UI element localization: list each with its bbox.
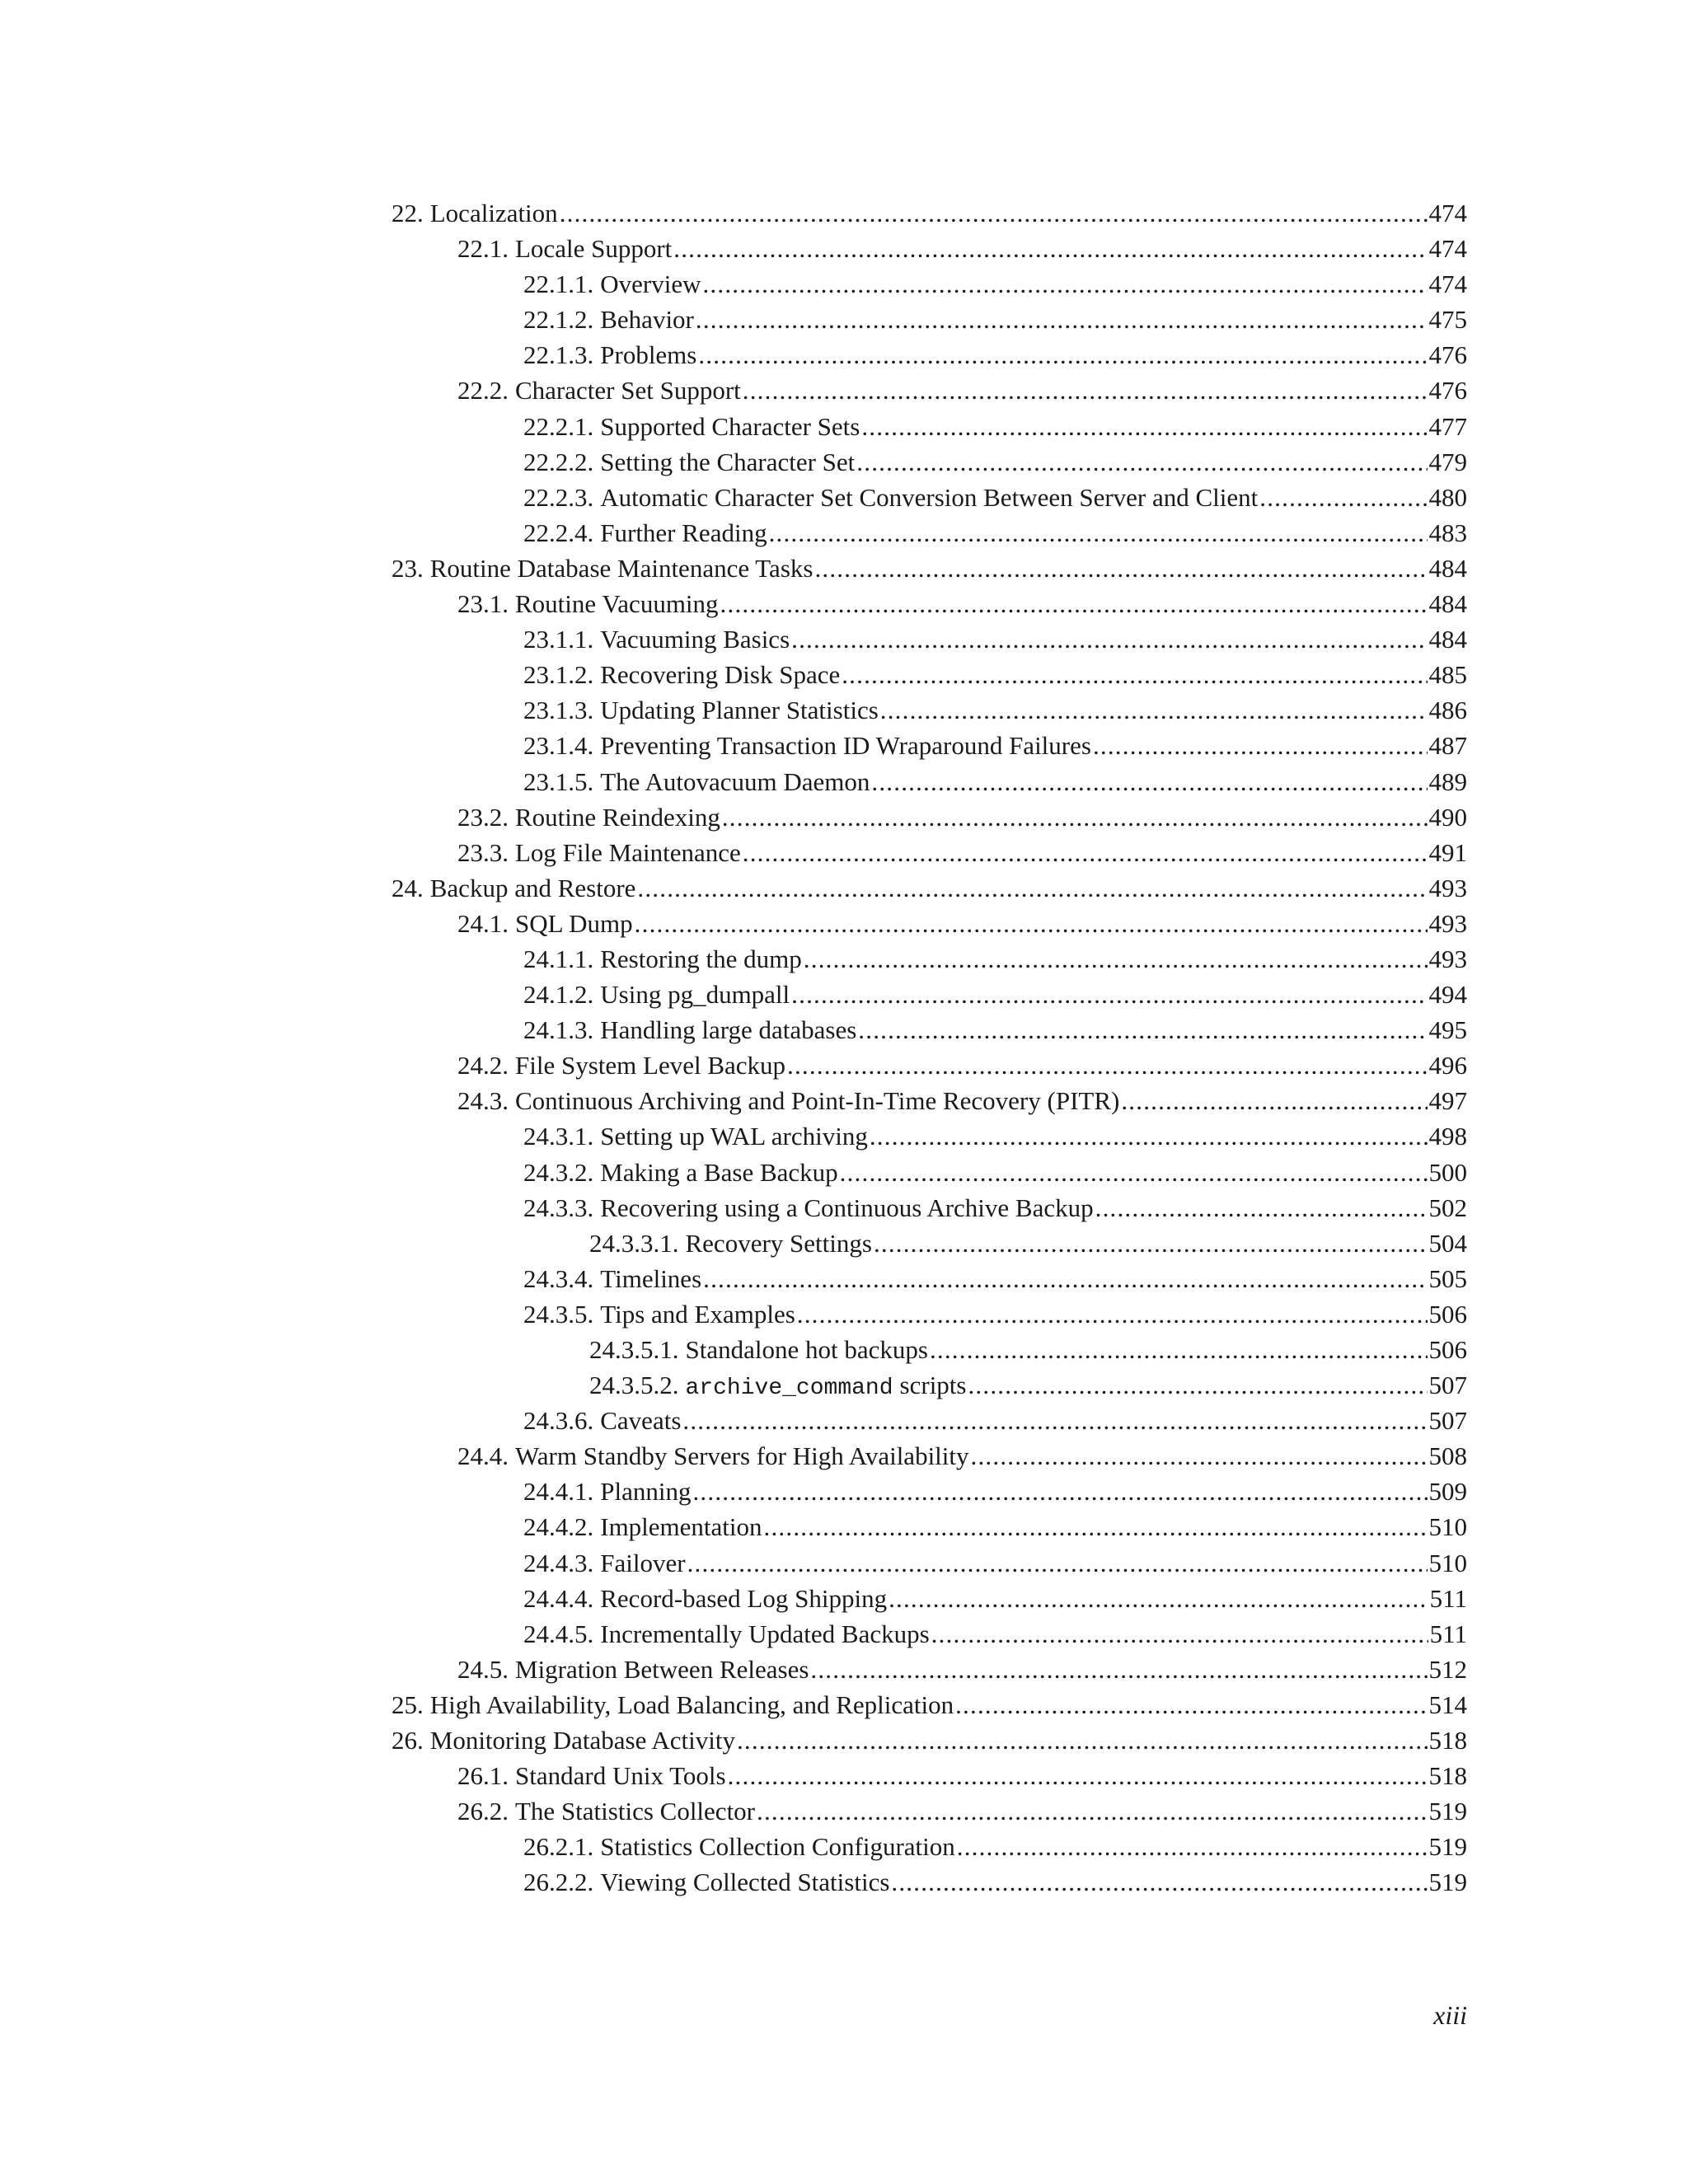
toc-dot-leader — [858, 1012, 1427, 1047]
toc-entry[interactable] — [392, 1509, 1467, 1544]
toc-entry[interactable] — [392, 1474, 1467, 1509]
toc-entry-number: 26.2.2. — [523, 1868, 594, 1897]
toc-entry-number: 26.2. — [457, 1797, 509, 1826]
toc-entry-page: 476 — [1428, 340, 1467, 370]
toc-dot-leader — [880, 692, 1428, 728]
toc-entry-page: 497 — [1428, 1086, 1467, 1116]
toc-dot-leader — [720, 586, 1428, 621]
toc-entry-number: 24.3.1. — [523, 1122, 594, 1151]
toc-dot-leader — [971, 1438, 1428, 1474]
toc-entry-page: 483 — [1428, 518, 1467, 547]
toc-entry[interactable] — [392, 657, 1467, 692]
toc-entry[interactable] — [392, 1545, 1467, 1581]
toc-dot-leader — [791, 977, 1427, 1012]
toc-entry[interactable] — [392, 409, 1467, 444]
toc-entry-page: 484 — [1428, 589, 1467, 619]
toc-entry-title: Recovery Settings — [685, 1228, 872, 1258]
toc-dot-leader — [743, 373, 1428, 408]
toc-entry-title: Caveats — [600, 1406, 682, 1436]
toc-entry-number: 24.4.4. — [523, 1583, 594, 1613]
toc-entry-number: 24.3.6. — [523, 1406, 594, 1436]
toc-entry-title: Making a Base Backup — [600, 1157, 838, 1187]
toc-entry-number: 22.2.2. — [523, 447, 594, 476]
toc-entry-title: scripts — [899, 1371, 967, 1400]
toc-dot-leader — [703, 1261, 1427, 1296]
toc-entry-code: archive_command — [685, 1376, 893, 1402]
toc-entry-page: 512 — [1428, 1654, 1467, 1684]
toc-entry-number: 26.1. — [457, 1761, 509, 1791]
toc-entry-number: 23.2. — [457, 802, 509, 832]
toc-entry-title: Behavior — [600, 305, 694, 335]
toc-entry-number: 23. — [392, 553, 424, 583]
toc-entry-page: 480 — [1428, 482, 1467, 512]
toc-entry[interactable] — [392, 1616, 1467, 1652]
toc-entry[interactable] — [392, 1332, 1467, 1367]
toc-entry-number: 24.3.3. — [523, 1193, 594, 1222]
toc-entry[interactable] — [392, 1793, 1467, 1829]
toc-entry-title: Tips and Examples — [600, 1299, 795, 1329]
toc-entry-title: Restoring the dump — [600, 944, 802, 973]
toc-entry-page: 498 — [1428, 1122, 1467, 1151]
toc-dot-leader — [692, 1474, 1427, 1509]
toc-entry-number: 22.2.4. — [523, 518, 594, 547]
toc-entry-page: 477 — [1428, 411, 1467, 441]
toc-entry-title: Incrementally Updated Backups — [600, 1619, 930, 1648]
toc-entry-number: 26. — [392, 1726, 424, 1755]
toc-dot-leader — [787, 1047, 1427, 1083]
toc-entry-number: 24.4.2. — [523, 1512, 594, 1542]
toc-entry-number: 22.1.2. — [523, 305, 594, 335]
toc-entry-page: 485 — [1428, 660, 1467, 690]
toc-entry[interactable] — [392, 692, 1467, 728]
toc-dot-leader — [930, 1332, 1428, 1367]
toc-entry[interactable] — [392, 621, 1467, 657]
toc-entry-page: 486 — [1428, 696, 1467, 725]
toc-entry-page: 510 — [1428, 1512, 1467, 1542]
toc-entry-title: Planning — [600, 1477, 692, 1507]
toc-entry-title: Monitoring Database Activity — [429, 1726, 735, 1755]
toc-entry-title: Backup and Restore — [429, 873, 636, 902]
toc-entry-title: The Autovacuum Daemon — [600, 766, 870, 796]
toc-dot-leader — [673, 231, 1427, 266]
toc-entry-page: 489 — [1428, 766, 1467, 796]
toc-entry-page: 510 — [1428, 1548, 1467, 1577]
toc-dot-leader — [840, 1155, 1428, 1190]
toc-entry-number: 26.2.1. — [523, 1832, 594, 1862]
toc-entry-number: 23.1.3. — [523, 696, 594, 725]
table-of-contents — [392, 195, 1467, 1900]
toc-entry[interactable] — [392, 1155, 1467, 1190]
toc-entry-title: Using pg_dumpall — [600, 980, 790, 1010]
toc-entry-number: 24.3.5.1. — [589, 1335, 679, 1364]
toc-entry[interactable] — [392, 1687, 1467, 1722]
toc-dot-leader — [737, 1722, 1428, 1758]
toc-entry-title: Localization — [429, 199, 558, 227]
toc-entry-page: 511 — [1429, 1583, 1467, 1613]
toc-entry-number: 24.5. — [457, 1654, 509, 1684]
toc-entry[interactable] — [392, 480, 1467, 515]
toc-entry-page: 476 — [1428, 376, 1467, 405]
toc-entry-title: File System Level Backup — [515, 1051, 786, 1080]
toc-entry-page: 507 — [1428, 1371, 1467, 1400]
toc-entry-number: 24.3. — [457, 1086, 509, 1116]
toc-entry[interactable] — [392, 515, 1467, 551]
toc-dot-leader — [1095, 1190, 1428, 1226]
toc-entry[interactable] — [392, 1652, 1467, 1687]
toc-entry-title: High Availability, Load Balancing, and Replication — [429, 1690, 954, 1719]
toc-entry-page: 518 — [1428, 1761, 1467, 1791]
toc-dot-leader — [1121, 1083, 1427, 1118]
toc-entry-number: 25. — [392, 1690, 424, 1719]
toc-entry-title: Implementation — [600, 1512, 762, 1542]
toc-entry-page: 508 — [1428, 1441, 1467, 1471]
toc-entry[interactable] — [392, 1296, 1467, 1332]
toc-dot-leader — [814, 551, 1427, 586]
toc-entry[interactable] — [392, 302, 1467, 337]
toc-dot-leader — [728, 1758, 1428, 1793]
toc-dot-leader — [682, 1403, 1427, 1438]
toc-dot-leader — [874, 1226, 1428, 1261]
toc-entry-number: 23.1.5. — [523, 766, 594, 796]
toc-entry-title: Timelines — [600, 1263, 702, 1293]
toc-entry-page: 493 — [1428, 873, 1467, 902]
toc-entry[interactable] — [392, 1403, 1467, 1438]
toc-entry-number: 22.2.3. — [523, 482, 594, 512]
toc-entry-title: Standard Unix Tools — [515, 1761, 726, 1791]
toc-entry[interactable] — [392, 941, 1467, 977]
toc-dot-leader — [810, 1652, 1427, 1687]
toc-entry[interactable] — [392, 799, 1467, 835]
toc-entry[interactable] — [392, 551, 1467, 586]
toc-entry-number: 24.1.1. — [523, 944, 594, 973]
toc-entry-page: 494 — [1428, 980, 1467, 1010]
toc-entry-page: 519 — [1428, 1797, 1467, 1826]
toc-entry-number: 24.3.5. — [523, 1299, 594, 1329]
toc-entry-title: Automatic Character Set Conversion Between Server and Client — [600, 482, 1259, 512]
page-number: xiii — [1433, 2000, 1467, 2030]
toc-entry-number: 22.2. — [457, 376, 509, 405]
toc-entry-page: 506 — [1428, 1335, 1467, 1364]
toc-entry[interactable] — [392, 1118, 1467, 1154]
toc-entry-number: 24.4. — [457, 1441, 509, 1471]
toc-entry-number: 23.1.1. — [523, 625, 594, 654]
toc-entry-page: 474 — [1428, 234, 1467, 264]
toc-entry[interactable] — [392, 1047, 1467, 1083]
toc-entry[interactable] — [392, 586, 1467, 621]
toc-entry-title: Warm Standby Servers for High Availability — [515, 1441, 969, 1471]
toc-entry-page: 519 — [1428, 1832, 1467, 1862]
toc-entry[interactable] — [392, 1581, 1467, 1616]
toc-entry-number: 22.1.1. — [523, 269, 594, 299]
toc-dot-leader — [702, 266, 1427, 302]
toc-dot-leader — [722, 799, 1428, 835]
toc-entry[interactable] — [392, 1758, 1467, 1793]
toc-entry-title: Character Set Support — [515, 376, 741, 405]
toc-dot-leader — [1093, 728, 1428, 763]
toc-dot-leader — [698, 337, 1427, 373]
toc-entry-page: 490 — [1428, 802, 1467, 832]
toc-entry-page: 518 — [1428, 1726, 1467, 1755]
toc-entry-number: 24.3.3.1. — [589, 1228, 679, 1258]
toc-dot-leader — [891, 1864, 1427, 1900]
toc-entry-page: 475 — [1428, 305, 1467, 335]
toc-entry-title: Updating Planner Statistics — [600, 696, 879, 725]
toc-entry-title: Routine Reindexing — [515, 802, 720, 832]
toc-entry[interactable] — [392, 1012, 1467, 1047]
toc-entry-number: 23.1. — [457, 589, 509, 619]
toc-entry[interactable] — [392, 1438, 1467, 1474]
toc-entry-number: 23.1.2. — [523, 660, 594, 690]
toc-dot-leader — [791, 621, 1427, 657]
toc-entry-page: 496 — [1428, 1051, 1467, 1080]
toc-dot-leader — [757, 1793, 1427, 1829]
toc-entry-title: Supported Character Sets — [600, 411, 860, 441]
toc-entry[interactable] — [392, 1864, 1467, 1900]
toc-entry-page: 504 — [1428, 1228, 1467, 1258]
toc-dot-leader — [889, 1581, 1428, 1616]
toc-entry-title: Routine Database Maintenance Tasks — [429, 553, 814, 583]
toc-entry-title: Failover — [600, 1548, 686, 1577]
toc-entry-title: Further Reading — [600, 518, 767, 547]
toc-entry-number: 22.1.3. — [523, 340, 594, 370]
toc-entry-title: Record-based Log Shipping — [600, 1583, 888, 1613]
toc-dot-leader — [635, 906, 1428, 941]
toc-entry-page: 493 — [1428, 908, 1467, 938]
toc-entry-page: 474 — [1428, 269, 1467, 299]
toc-entry-number: 24.1. — [457, 908, 509, 938]
toc-entry[interactable] — [392, 1829, 1467, 1864]
toc-dot-leader — [870, 1118, 1428, 1154]
toc-entry-title: Setting the Character Set — [600, 447, 856, 476]
toc-entry-page: 484 — [1428, 553, 1467, 583]
toc-entry[interactable] — [392, 1083, 1467, 1118]
toc-entry-number: 23.3. — [457, 837, 509, 867]
toc-entry-title: Migration Between Releases — [515, 1654, 809, 1684]
toc-entry[interactable] — [392, 977, 1467, 1012]
toc-entry-page: 519 — [1428, 1868, 1467, 1897]
toc-entry-number: 24.4.1. — [523, 1477, 594, 1507]
toc-entry-page: 495 — [1428, 1015, 1467, 1045]
toc-dot-leader — [968, 1367, 1427, 1403]
toc-dot-leader — [957, 1829, 1428, 1864]
toc-entry[interactable] — [392, 1722, 1467, 1758]
toc-entry-number: 24.3.2. — [523, 1157, 594, 1187]
toc-entry-page: 507 — [1428, 1406, 1467, 1436]
toc-entry-page: 514 — [1428, 1690, 1467, 1719]
toc-entry-number: 24.1.2. — [523, 980, 594, 1010]
toc-dot-leader — [764, 1509, 1428, 1544]
toc-entry-number: 22.1. — [457, 234, 509, 264]
toc-entry-page: 484 — [1428, 625, 1467, 654]
toc-entry-page: 491 — [1428, 837, 1467, 867]
toc-dot-leader — [769, 515, 1428, 551]
toc-entry-number: 24.3.4. — [523, 1263, 594, 1293]
toc-entry[interactable] — [392, 1367, 1467, 1403]
toc-entry-page: 487 — [1428, 731, 1467, 761]
toc-dot-leader — [743, 835, 1428, 870]
toc-dot-leader — [1259, 480, 1427, 515]
toc-dot-leader — [871, 764, 1427, 799]
toc-entry[interactable] — [392, 231, 1467, 266]
toc-dot-leader — [804, 941, 1428, 977]
toc-entry[interactable] — [392, 373, 1467, 408]
toc-dot-leader — [797, 1296, 1428, 1332]
toc-dot-leader — [856, 444, 1427, 480]
toc-entry-page: 493 — [1428, 944, 1467, 973]
toc-entry-title: Recovering using a Continuous Archive Backup — [600, 1193, 1094, 1222]
toc-entry-title: Problems — [600, 340, 697, 370]
toc-entry-title: SQL Dump — [515, 908, 633, 938]
toc-entry-title: Standalone hot backups — [685, 1335, 928, 1364]
toc-entry-number: 22.2.1. — [523, 411, 594, 441]
toc-entry[interactable] — [392, 195, 1467, 231]
toc-entry-title: Setting up WAL archiving — [600, 1122, 868, 1151]
toc-entry-title: Log File Maintenance — [515, 837, 741, 867]
toc-entry-number: 24.1.3. — [523, 1015, 594, 1045]
toc-entry-title: Statistics Collection Configuration — [600, 1832, 955, 1862]
toc-entry-page: 479 — [1428, 447, 1467, 476]
toc-dot-leader — [861, 409, 1427, 444]
toc-entry-page: 511 — [1429, 1619, 1467, 1648]
toc-entry[interactable] — [392, 728, 1467, 763]
toc-dot-leader — [637, 870, 1427, 906]
toc-entry-title: Viewing Collected Statistics — [600, 1868, 890, 1897]
toc-entry-number: 23.1.4. — [523, 731, 594, 761]
toc-entry[interactable] — [392, 444, 1467, 480]
toc-entry[interactable] — [392, 266, 1467, 302]
toc-dot-leader — [955, 1687, 1427, 1722]
toc-entry-page: 500 — [1428, 1157, 1467, 1187]
toc-entry-number: 24.4.3. — [523, 1548, 594, 1577]
toc-entry[interactable] — [392, 870, 1467, 906]
toc-entry-number: 22. — [392, 199, 424, 227]
toc-entry-number: 24.2. — [457, 1051, 509, 1080]
toc-entry-title: Handling large databases — [600, 1015, 857, 1045]
toc-entry-title: Locale Support — [515, 234, 673, 264]
toc-entry[interactable] — [392, 906, 1467, 941]
toc-entry-title: Continuous Archiving and Point-In-Time Recovery (PITR) — [515, 1086, 1120, 1116]
toc-entry-title: Preventing Transaction ID Wraparound Failures — [600, 731, 1091, 761]
toc-entry[interactable] — [392, 835, 1467, 870]
toc-entry-page: 506 — [1428, 1299, 1467, 1329]
toc-dot-leader — [687, 1545, 1428, 1581]
toc-entry-page: 474 — [1428, 199, 1467, 227]
toc-dot-leader — [696, 302, 1428, 337]
toc-entry-page: 505 — [1428, 1263, 1467, 1293]
toc-entry-title: Vacuuming Basics — [600, 625, 790, 654]
toc-dot-leader — [931, 1616, 1428, 1652]
toc-entry-number: 24.4.5. — [523, 1619, 594, 1648]
toc-entry-number: 24. — [392, 873, 424, 902]
toc-entry[interactable] — [392, 1190, 1467, 1226]
toc-entry[interactable] — [392, 1261, 1467, 1296]
toc-entry-page: 502 — [1428, 1193, 1467, 1222]
toc-entry[interactable] — [392, 764, 1467, 799]
toc-entry[interactable] — [392, 337, 1467, 373]
toc-entry-title: The Statistics Collector — [515, 1797, 756, 1826]
toc-entry-page: 509 — [1428, 1477, 1467, 1507]
toc-entry-title: Overview — [600, 269, 701, 299]
toc-entry[interactable] — [392, 1226, 1467, 1261]
toc-entry-number: 24.3.5.2. — [589, 1371, 679, 1400]
toc-entry-title: Routine Vacuuming — [515, 589, 719, 619]
toc-dot-leader — [560, 195, 1428, 231]
toc-entry-title: Recovering Disk Space — [600, 660, 841, 690]
toc-dot-leader — [842, 657, 1427, 692]
